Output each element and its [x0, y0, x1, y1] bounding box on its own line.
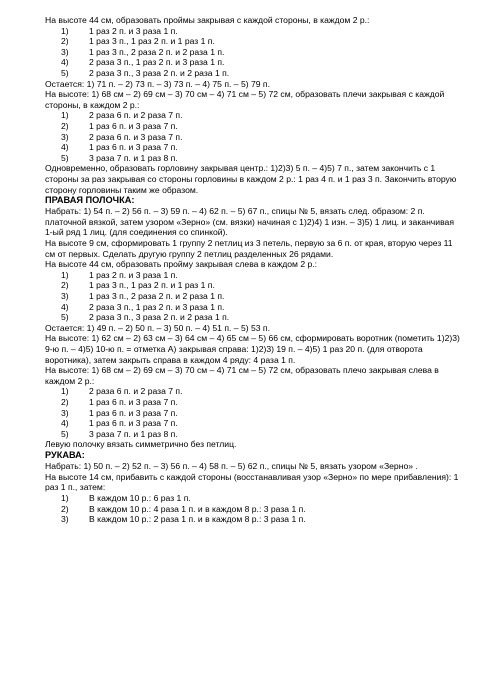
list-item: 5) 3 раза 7 п. и 1 раз 8 п.	[61, 428, 178, 439]
list-item: 4) 2 раза 3 п., 1 раз 2 п. и 3 раза 1 п.	[61, 57, 225, 68]
list-item: 1) 1 раз 2 п. и 3 раза 1 п.	[61, 269, 178, 280]
right-front-collar: На высоте: 1) 62 см – 2) 63 см – 3) 64 см – 4) 65 см – 5) 66 см, сформировать воротник (пометить 1)2)3) 9-ю п. – 4)5) 10-ю п. = отметка А) закрывая справа: 1)2)3) 19 п. – 4)5) 1 раз 20 п. (для отворота воротника), затем закрыть справа в каждом 4 ряду: 4 раза 1 п.	[45, 333, 460, 365]
sleeves-increase-list	[45, 493, 464, 525]
right-front-buttonholes: На высоте 9 см, сформировать 1 группу 2 петлиц из 3 петель, первую за 6 п. от края, вторую через 11 см от первых. Сделать другую группу 2 петлиц разделенных 26 рядами.	[45, 238, 453, 259]
right-front-shoulder-list	[45, 386, 464, 439]
list-item: 1) 2 раза 6 п. и 2 раза 7 п.	[61, 110, 183, 121]
sleeves-cast-on: Набрать: 1) 50 п. – 2) 52 п. – 3) 56 п. – 4) 58 п. – 5) 62 п., спицы № 5, вязать узором «Зерно» .	[45, 461, 418, 472]
left-front-note: Левую полочку вязать симметрично без петлиц.	[45, 439, 237, 450]
right-front-title: ПРАВАЯ ПОЛОЧКА:	[45, 195, 135, 206]
back-armhole-list	[45, 26, 464, 79]
list-item: 3) 1 раз 3 п., 2 раза 2 п. и 2 раза 1 п.	[61, 46, 225, 57]
list-item: 2) 1 раз 6 п. и 3 раза 7 п.	[61, 120, 178, 131]
list-item: 3) 1 раз 3 п., 2 раза 2 п. и 2 раза 1 п.	[61, 291, 225, 302]
back-shoulder-list	[45, 110, 464, 163]
right-front-shoulder-intro: На высоте: 1) 68 см – 2) 69 см – 3) 70 см – 4) 71 см – 5) 72 см, образовать плечо закрывая слева в каждом 2 р.:	[45, 365, 439, 386]
list-item: 1) 2 раза 6 п. и 2 раза 7 п.	[61, 386, 183, 397]
list-item: 2) 1 раз 6 п. и 3 раза 7 п.	[61, 396, 178, 407]
sleeves-increase-intro: На высоте 14 см, прибавить с каждой стороны (восстанавливая узор «Зерно» по мере прибавления): 1 раз 1 п., затем:	[45, 471, 459, 493]
list-item: 1) В каждом 10 р.: 6 раз 1 п.	[61, 492, 191, 503]
sleeves-title: РУКАВА:	[45, 449, 85, 460]
list-item: 5) 2 раза 3 п., 3 раза 2 п. и 2 раза 1 п.	[61, 312, 230, 323]
right-front-armhole-list	[45, 270, 464, 323]
list-item: 1) 1 раз 2 п. и 3 раза 1 п.	[61, 25, 178, 36]
list-item: 2) 1 раз 3 п., 1 раз 2 п. и 1 раз 1 п.	[61, 280, 215, 291]
back-neck: Одновременно, образовать горловину закрывая центр.: 1)2)3) 5 п. – 4)5) 7 п., затем закончить с 1 стороны за раз закрывая со стороны горловины в каждом 2 р.: 1 раз 4 п. и 1 раз 3 п. Закончить вторую сторону горловины таким же образом.	[45, 163, 457, 195]
list-item: 2) В каждом 10 р.: 4 раза 1 п. и в каждом 8 р.: 3 раза 1 п.	[61, 503, 306, 514]
back-shoulder-intro: На высоте: 1) 68 см – 2) 69 см – 3) 70 см – 4) 71 см – 5) 72 см, образовать плечи закрывая с каждой стороны, в каждом 2 р.:	[45, 89, 445, 110]
list-item: 4) 2 раза 3 п., 1 раз 2 п. и 3 раза 1 п.	[61, 301, 225, 312]
list-item: 5) 2 раза 3 п., 3 раза 2 п. и 2 раза 1 п.	[61, 67, 230, 78]
list-item: 3) В каждом 10 р.: 2 раза 1 п. и в каждом 8 р.: 3 раза 1 п.	[61, 514, 306, 525]
list-item: 2) 1 раз 3 п., 1 раз 2 п. и 1 раз 1 п.	[61, 36, 215, 47]
list-item: 4) 1 раз 6 п. и 3 раза 7 п.	[61, 418, 178, 429]
right-front-armhole-intro: На высоте 44 см, образовать пройму закрывая слева в каждом 2 р.:	[45, 259, 318, 270]
back-remain: Остается: 1) 71 п. – 2) 73 п. – 3) 73 п. – 4) 75 п. – 5) 79 п.	[45, 78, 270, 89]
back-armhole-intro: На высоте 44 см, образовать проймы закрывая с каждой стороны, в каждом 2 р.:	[45, 15, 370, 25]
list-item: 3) 1 раз 6 п. и 3 раза 7 п.	[61, 407, 178, 418]
right-front-cast-on: Набрать: 1) 54 п. – 2) 56 п. – 3) 59 п. – 4) 62 п. – 5) 67 п., спицы № 5, вязать след. образом: 2 п. платочной вязкой, затем узором «Зерно» (см. вязки) начиная с 1)2)4) 1 изн. – 3)5) 1 лиц. и заканчивая 1-ый ряд 1 лиц. (для соединения со спинкой).	[45, 206, 454, 238]
list-item: 4) 1 раз 6 п. и 3 раза 7 п.	[61, 142, 178, 153]
list-item: 5) 3 раза 7 п. и 1 раз 8 п.	[61, 152, 178, 163]
right-front-remain: Остается: 1) 49 п. – 2) 50 п. – 3) 50 п. – 4) 51 п. – 5) 53 п.	[45, 322, 270, 333]
list-item: 3) 2 раза 6 п. и 3 раза 7 п.	[61, 131, 183, 142]
